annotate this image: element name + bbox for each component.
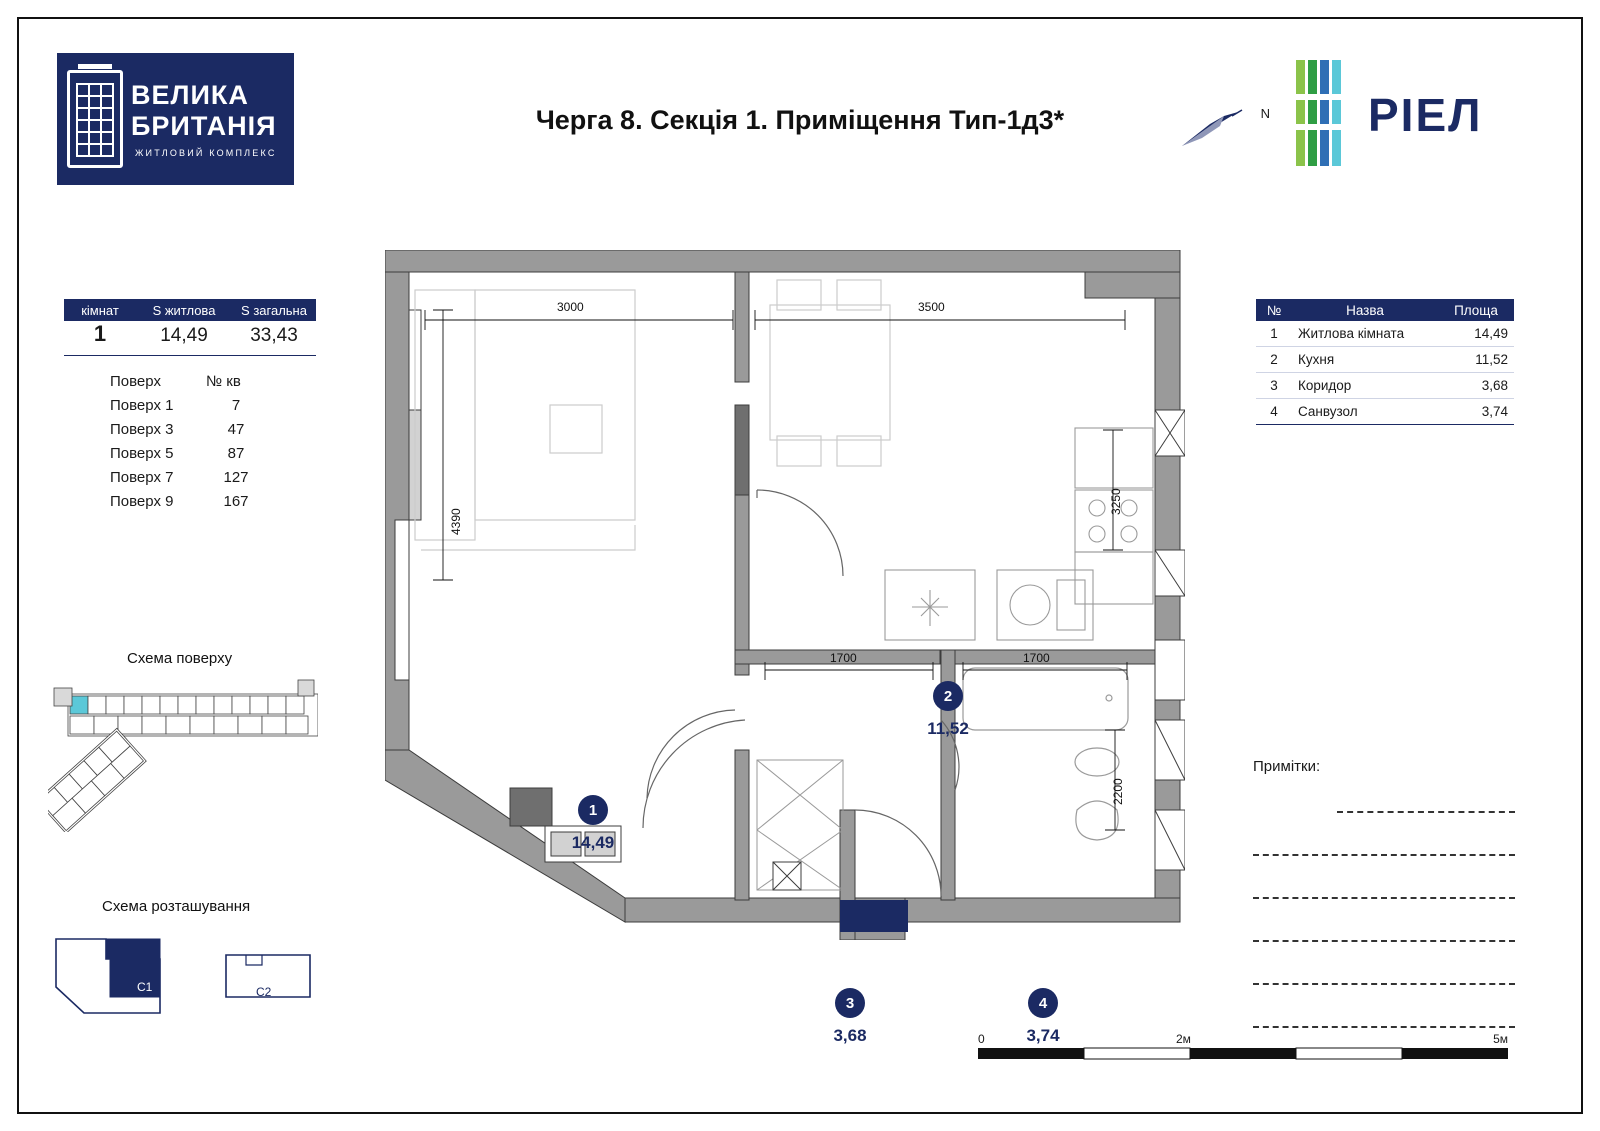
project-logo <box>57 53 294 185</box>
legend-area: 14,49 <box>1474 326 1508 341</box>
room-marker-3[interactable]: 3 <box>835 988 865 1018</box>
rooms-header-total: S загальна <box>241 302 307 318</box>
dimension-label: 1700 <box>830 651 857 665</box>
room-area-2: 11,52 <box>927 719 969 738</box>
legend-header-name: Назва <box>1346 302 1384 318</box>
dimension-label: 3000 <box>557 300 584 314</box>
location-scheme-caption: Схема розташування <box>102 898 251 915</box>
scale-start-label: 0 <box>978 1032 985 1046</box>
location-scheme-diagram[interactable] <box>48 925 338 1045</box>
section-label-c2: С2 <box>256 985 272 999</box>
developer-logo <box>1296 58 1521 168</box>
floor-label: Поверх 3 <box>110 421 174 438</box>
legend-name: Санвузол <box>1298 404 1358 419</box>
rooms-header-living: S житлова <box>152 302 216 318</box>
developer-name: РІЕЛ <box>1368 89 1483 141</box>
table-row <box>64 321 316 356</box>
legend-name: Житлова кімната <box>1298 326 1405 341</box>
north-label: N <box>1260 106 1270 121</box>
legend-num: 4 <box>1270 404 1278 419</box>
rooms-count-value: 1 <box>93 321 107 346</box>
dimension-label: 1700 <box>1023 651 1050 665</box>
note-line[interactable] <box>1253 942 1515 985</box>
living-area-value: 14,49 <box>160 325 208 346</box>
table-row <box>110 490 266 514</box>
logo-line-1: ВЕЛИКА <box>131 80 249 110</box>
table-row <box>1256 373 1514 399</box>
apartment-number: 87 <box>227 445 245 462</box>
room-area-1: 14,49 <box>571 833 615 852</box>
notes-lines[interactable] <box>1253 770 1515 1028</box>
table-row <box>1256 321 1514 347</box>
table-row <box>1256 347 1514 373</box>
table-row <box>110 466 266 490</box>
legend-area: 3,74 <box>1481 404 1508 419</box>
north-arrow <box>1180 104 1270 154</box>
apartment-number: 127 <box>223 469 249 486</box>
floors-header-apt: № кв <box>206 373 241 390</box>
table-row <box>1256 399 1514 425</box>
room-area-4: 3,74 <box>1026 1026 1060 1045</box>
floors-table <box>110 373 266 514</box>
room-marker-2[interactable]: 2 <box>933 681 963 711</box>
room-marker-1[interactable]: 1 <box>578 795 608 825</box>
room-legend-table <box>1256 299 1514 425</box>
scale-bar-graphic <box>978 1046 1508 1062</box>
phone-booth-icon <box>67 70 123 168</box>
room-area-3: 3,68 <box>833 1026 867 1045</box>
note-line[interactable] <box>1253 985 1515 1028</box>
room-marker-4[interactable]: 4 <box>1028 988 1058 1018</box>
total-area-value: 33,43 <box>250 325 298 346</box>
page-title: Черга 8. Секція 1. Приміщення Тип-1д3* <box>535 105 1065 135</box>
legend-header <box>1256 299 1514 321</box>
legend-num: 1 <box>1270 326 1278 341</box>
note-line[interactable] <box>1253 856 1515 899</box>
apartment-number: 47 <box>227 421 245 438</box>
floor-label: Поверх 1 <box>110 397 174 414</box>
rooms-table-header <box>64 299 316 321</box>
table-row <box>110 418 266 442</box>
logo-line-2: БРИТАНІЯ <box>131 111 277 141</box>
apartment-number: 7 <box>231 397 241 414</box>
dimension-label: 2200 <box>1111 778 1125 805</box>
dimension-label: 4390 <box>449 508 463 535</box>
legend-name: Коридор <box>1298 378 1352 393</box>
table-row <box>110 394 266 418</box>
apartment-number: 167 <box>223 493 249 510</box>
legend-num: 3 <box>1270 378 1278 393</box>
developer-bars-icon <box>1296 58 1348 168</box>
legend-header-num: № <box>1266 302 1282 318</box>
rooms-summary-table <box>64 299 316 356</box>
legend-name: Кухня <box>1298 352 1335 367</box>
floors-header-floor: Поверх <box>110 373 161 390</box>
note-line[interactable] <box>1253 813 1515 856</box>
floors-table-header <box>110 373 266 390</box>
scale-middle-label: 2м <box>1176 1032 1191 1046</box>
floor-label: Поверх 9 <box>110 493 174 510</box>
section-label-c1: С1 <box>137 980 153 994</box>
floor-scheme-caption: Схема поверху <box>127 650 233 667</box>
dimension-label: 3500 <box>918 300 945 314</box>
legend-area: 11,52 <box>1475 352 1508 367</box>
dimension-label: 3250 <box>1109 488 1123 515</box>
scale-end-label: 5м <box>1493 1032 1508 1046</box>
floor-label: Поверх 7 <box>110 469 174 486</box>
rooms-header-count: кімнат <box>81 302 119 318</box>
floor-scheme-diagram[interactable] <box>48 672 318 832</box>
legend-area: 3,68 <box>1481 378 1508 393</box>
legend-header-area: Площа <box>1454 302 1498 318</box>
note-line[interactable] <box>1337 770 1515 813</box>
legend-num: 2 <box>1270 352 1278 367</box>
floor-label: Поверх 5 <box>110 445 174 462</box>
logo-line-3: ЖИТЛОВИЙ КОМПЛЕКС <box>135 148 277 158</box>
notes-label: Примітки: <box>1253 758 1321 775</box>
note-line[interactable] <box>1253 899 1515 942</box>
table-row <box>110 442 266 466</box>
